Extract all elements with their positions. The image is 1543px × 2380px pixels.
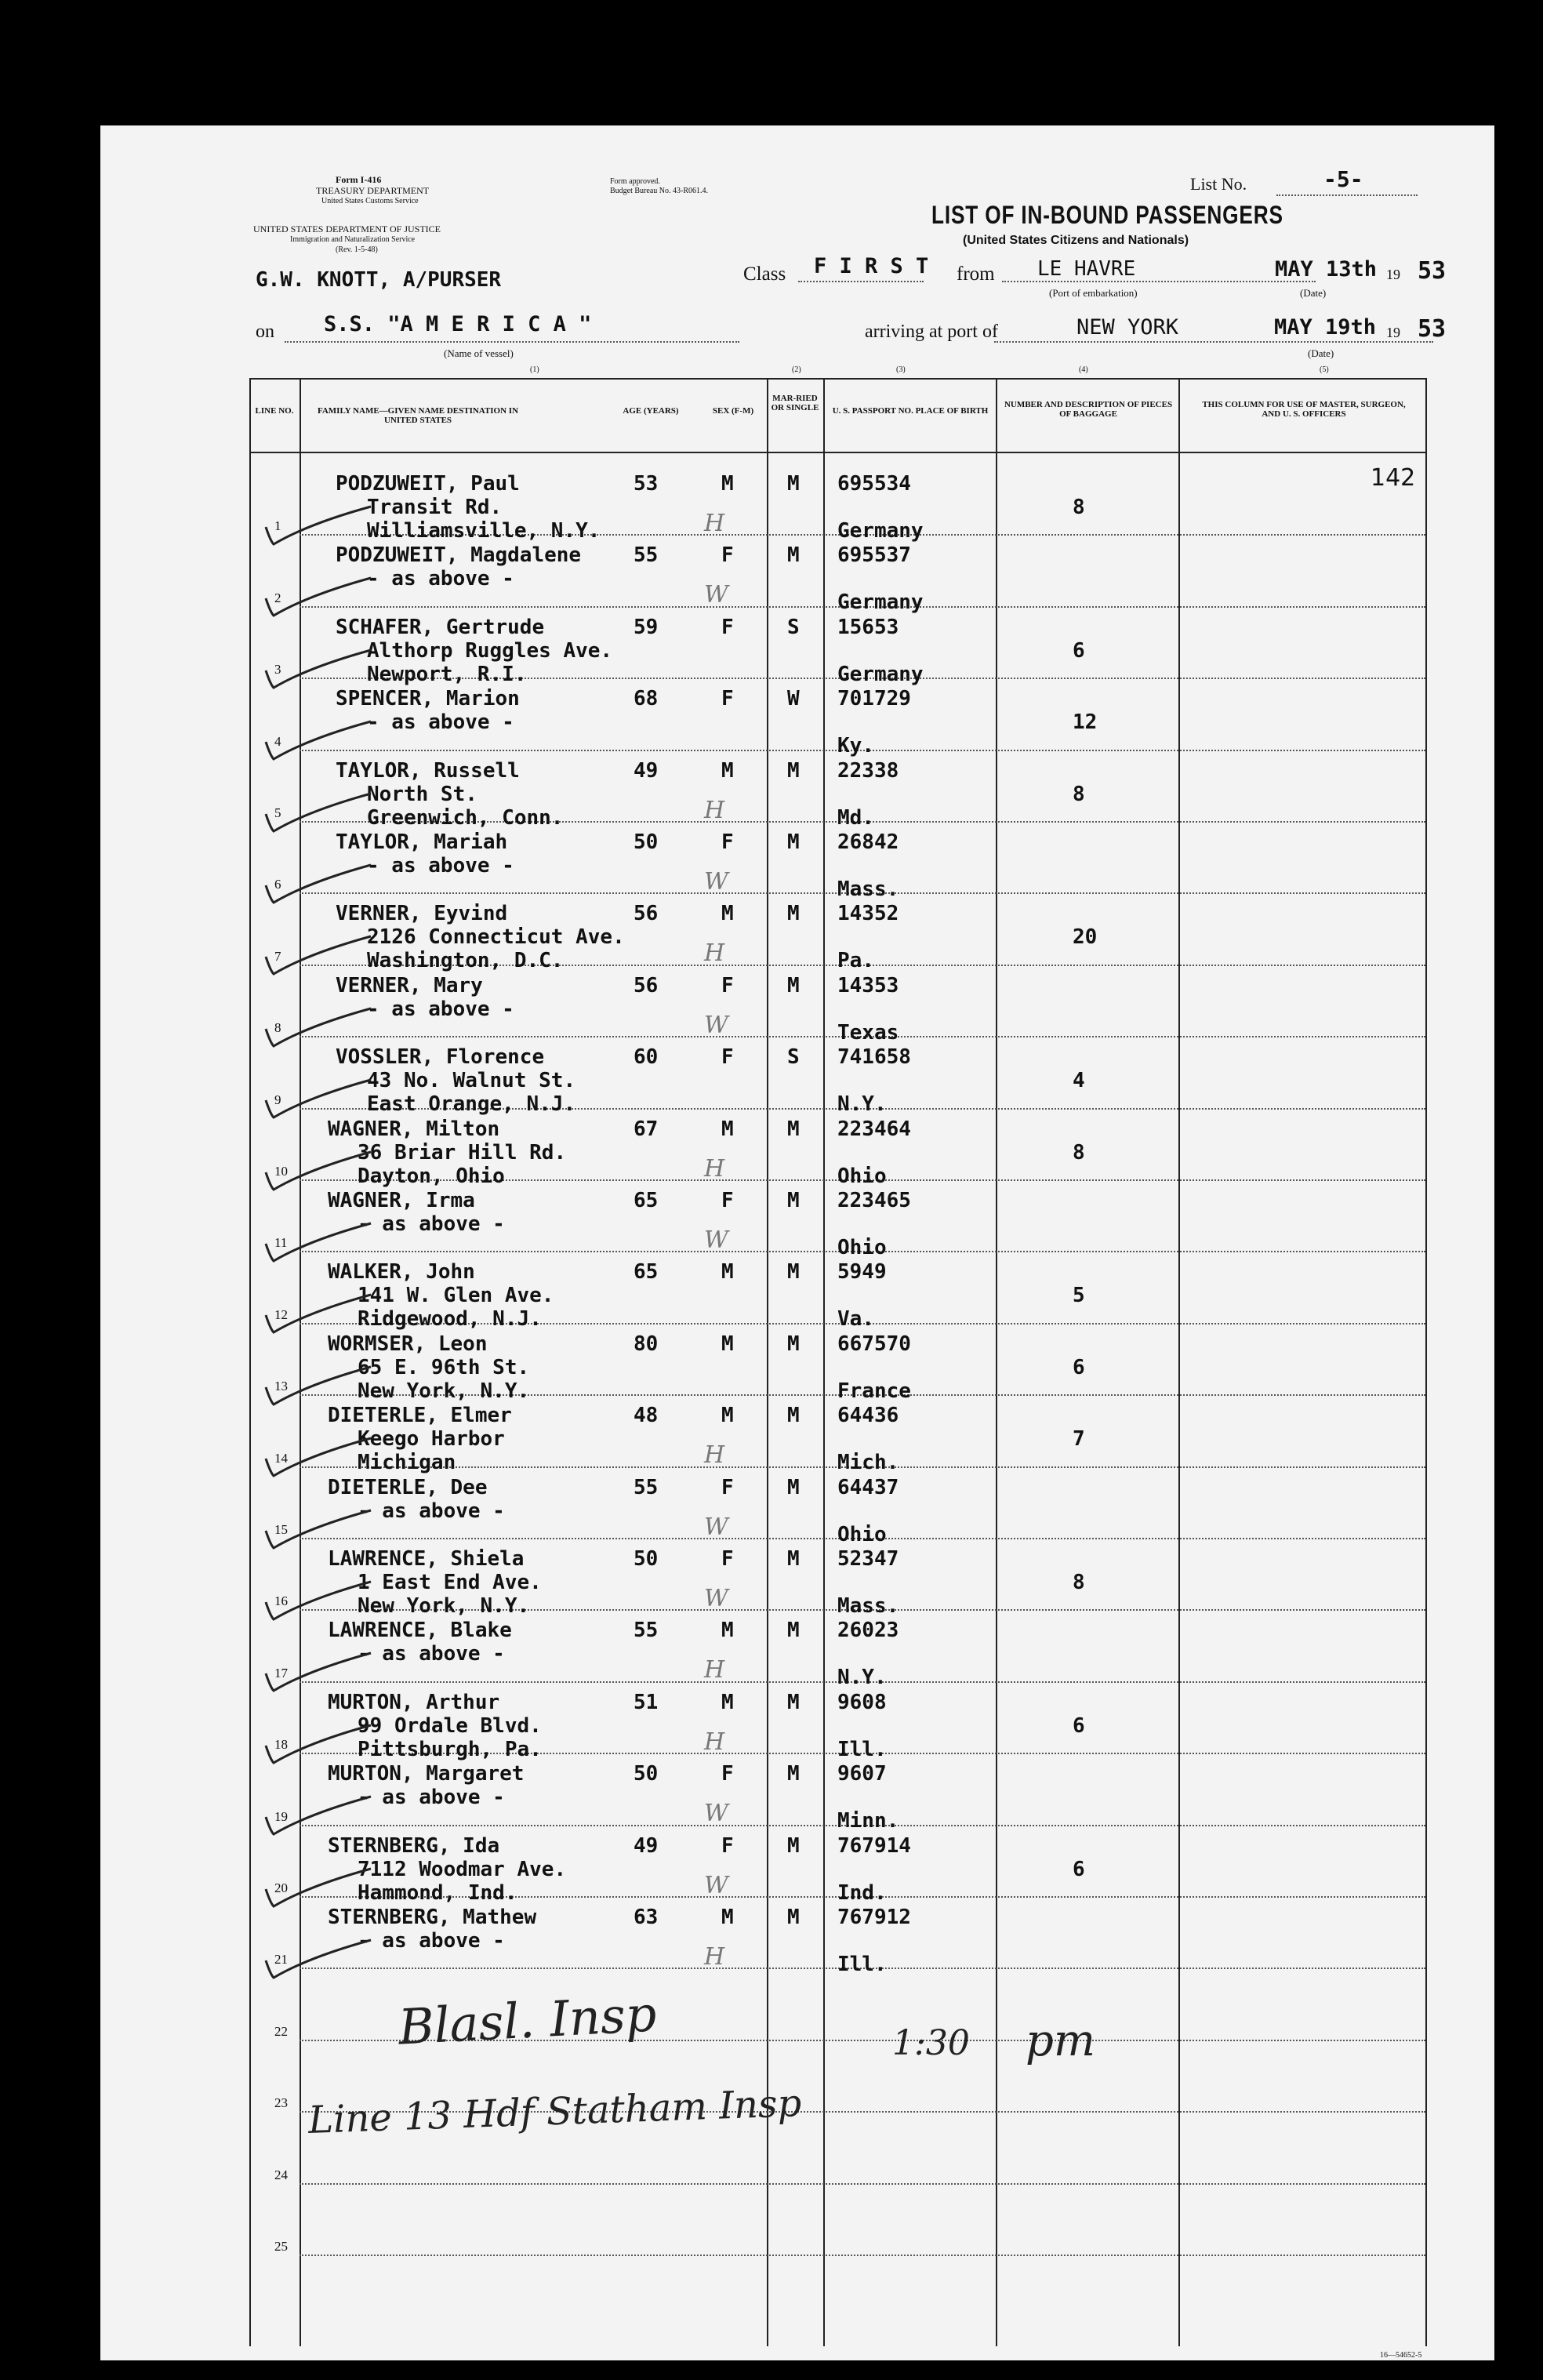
handwritten-mark: H bbox=[704, 1441, 725, 1470]
passport-number: 22338 bbox=[837, 758, 899, 783]
passenger-age: 65 bbox=[634, 1260, 659, 1284]
line-number: 13 bbox=[274, 1379, 288, 1394]
form-title: LIST OF IN-BOUND PASSENGERS bbox=[931, 201, 1283, 229]
inspection-pm: pm bbox=[1026, 2015, 1095, 2066]
port-arrival: NEW YORK bbox=[1076, 315, 1179, 340]
passenger-name: VERNER, Mary bbox=[336, 973, 483, 997]
passenger-address-1: North St. bbox=[367, 782, 477, 806]
handwritten-mark: W bbox=[704, 1871, 728, 1899]
line-number: 21 bbox=[274, 1952, 288, 1968]
header-married: MAR-RIED OR SINGLE bbox=[771, 394, 819, 412]
passenger-marital: M bbox=[787, 830, 800, 854]
passport-number: 223465 bbox=[837, 1189, 911, 1212]
passenger-address-2: New York, N.Y. bbox=[358, 1379, 530, 1403]
line-number: 3 bbox=[274, 662, 281, 678]
passenger-name: VERNER, Eyvind bbox=[336, 902, 508, 926]
passenger-age: 51 bbox=[634, 1690, 659, 1714]
baggage-pieces: 8 bbox=[1073, 1140, 1085, 1165]
birthplace: Ohio bbox=[837, 1522, 887, 1546]
passenger-sex: M bbox=[721, 472, 734, 496]
passenger-address-1: 7112 Woodmar Ave. bbox=[358, 1857, 567, 1881]
passenger-marital: M bbox=[787, 1690, 800, 1714]
passenger-marital: M bbox=[787, 472, 800, 496]
col-num-1: (1) bbox=[530, 365, 539, 374]
birthplace: France bbox=[837, 1379, 911, 1403]
birthplace: Md. bbox=[837, 805, 874, 830]
passport-number: 701729 bbox=[837, 687, 911, 711]
arrival-date: MAY 19th bbox=[1274, 315, 1377, 340]
birthplace: Ohio bbox=[837, 1164, 887, 1188]
passenger-sex: M bbox=[721, 902, 734, 926]
line-number: 1 bbox=[274, 518, 281, 534]
passenger-marital: M bbox=[787, 1475, 800, 1499]
passenger-marital: M bbox=[787, 1404, 800, 1428]
birthplace: Minn. bbox=[837, 1809, 899, 1833]
form-subtitle: (United States Citizens and Nationals) bbox=[963, 234, 1189, 247]
passenger-name: WAGNER, Milton bbox=[328, 1117, 500, 1141]
passenger-name: STERNBERG, Mathew bbox=[328, 1906, 537, 1929]
passenger-name: LAWRENCE, Blake bbox=[328, 1619, 512, 1643]
passenger-age: 65 bbox=[634, 1189, 659, 1212]
passport-number: 14353 bbox=[837, 973, 899, 997]
passenger-address-2: Ridgewood, N.J. bbox=[358, 1307, 542, 1332]
passenger-marital: M bbox=[787, 1619, 800, 1643]
passenger-age: 67 bbox=[634, 1117, 659, 1141]
birthplace: Ky. bbox=[837, 734, 874, 758]
col-num-4: (4) bbox=[1079, 365, 1088, 374]
passenger-marital: M bbox=[787, 1189, 800, 1212]
row-separator bbox=[300, 2255, 1425, 2256]
line-number: 4 bbox=[274, 733, 281, 749]
header-officers: THIS COLUMN FOR USE OF MASTER, SURGEON, AND U. S. OFFICERS bbox=[1202, 400, 1406, 419]
passenger-marital: M bbox=[787, 1332, 800, 1356]
passenger-name: MURTON, Arthur bbox=[328, 1690, 500, 1714]
header-passport: U. S. PASSPORT NO. PLACE OF BIRTH bbox=[832, 406, 989, 416]
passport-number: 15653 bbox=[837, 615, 899, 639]
passenger-address-2: Greenwich, Conn. bbox=[367, 805, 564, 830]
baggage-pieces: 6 bbox=[1073, 1355, 1085, 1379]
passenger-sex: F bbox=[721, 687, 734, 711]
passenger-sex: F bbox=[721, 1833, 734, 1858]
passenger-marital: W bbox=[787, 687, 800, 711]
departure-year: 53 bbox=[1418, 257, 1447, 285]
passenger-address-1: 141 W. Glen Ave. bbox=[358, 1284, 554, 1308]
header-sex: SEX (F-M) bbox=[712, 406, 754, 416]
passenger-address-1: Keego Harbor bbox=[358, 1427, 505, 1452]
birthplace: Va. bbox=[837, 1307, 874, 1332]
print-code: 16—54652-5 bbox=[1380, 2351, 1422, 2360]
passenger-marital: M bbox=[787, 902, 800, 926]
baggage-pieces: 8 bbox=[1073, 782, 1085, 806]
line-number: 9 bbox=[274, 1092, 281, 1107]
passenger-name: SCHAFER, Gertrude bbox=[336, 615, 545, 639]
passenger-address-1: Althorp Ruggles Ave. bbox=[367, 638, 613, 663]
passport-number: 9608 bbox=[837, 1690, 887, 1714]
handwritten-mark: H bbox=[704, 510, 725, 537]
baggage-pieces: 7 bbox=[1073, 1427, 1085, 1452]
birthplace: N.Y. bbox=[837, 1666, 887, 1690]
row-separator bbox=[300, 2183, 1425, 2185]
line-number: 15 bbox=[274, 1522, 288, 1537]
port-embark-caption: (Port of embarkation) bbox=[1049, 287, 1138, 299]
passenger-age: 53 bbox=[634, 472, 659, 496]
handwritten-mark: W bbox=[704, 1226, 728, 1254]
baggage-pieces: 6 bbox=[1073, 1857, 1085, 1881]
passenger-sex: F bbox=[721, 1475, 734, 1499]
line-number: 14 bbox=[274, 1450, 288, 1466]
line-number: 23 bbox=[274, 2095, 288, 2111]
form-approved: Form approved. bbox=[610, 177, 660, 186]
passenger-address-1: 43 No. Walnut St. bbox=[367, 1069, 576, 1093]
passenger-age: 48 bbox=[634, 1404, 659, 1428]
passenger-marital: M bbox=[787, 1547, 800, 1571]
birthplace: Ill. bbox=[837, 1737, 887, 1761]
passenger-sex: M bbox=[721, 1619, 734, 1643]
handwritten-mark: W bbox=[704, 1585, 728, 1612]
line-number: 17 bbox=[274, 1665, 288, 1681]
inspection-time: 1:30 bbox=[892, 2023, 970, 2063]
handwritten-mark: W bbox=[704, 1011, 728, 1039]
baggage-pieces: 5 bbox=[1073, 1284, 1085, 1308]
passport-number: 695537 bbox=[837, 543, 911, 568]
passenger-age: 50 bbox=[634, 830, 659, 854]
passenger-address-1: - as above - bbox=[358, 1499, 505, 1523]
passenger-address-1: 99 Ordale Blvd. bbox=[358, 1713, 542, 1738]
passenger-marital: S bbox=[787, 1045, 800, 1070]
treasury-dept: TREASURY DEPARTMENT bbox=[316, 185, 430, 196]
handwritten-mark: W bbox=[704, 1513, 728, 1541]
on-label: on bbox=[256, 322, 274, 342]
inspector-signature: Blasl. Insp bbox=[397, 1985, 659, 2056]
birthplace: Germany bbox=[837, 590, 924, 615]
passenger-marital: M bbox=[787, 758, 800, 783]
baggage-pieces: 6 bbox=[1073, 1713, 1085, 1738]
handwritten-mark: W bbox=[704, 868, 728, 896]
passenger-name: PODZUWEIT, Magdalene bbox=[336, 543, 582, 568]
passenger-address-1: - as above - bbox=[367, 567, 514, 591]
header-line-no: LINE NO. bbox=[255, 406, 294, 416]
passenger-age: 56 bbox=[634, 973, 659, 997]
passenger-name: DIETERLE, Dee bbox=[328, 1475, 488, 1499]
passenger-address-1: - as above - bbox=[358, 1212, 505, 1236]
date-caption: (Date) bbox=[1300, 287, 1327, 299]
passport-number: 767912 bbox=[837, 1906, 911, 1929]
arrival-date-caption: (Date) bbox=[1308, 347, 1334, 359]
line-number: 25 bbox=[274, 2239, 288, 2254]
line-number: 12 bbox=[274, 1306, 288, 1322]
line-number: 7 bbox=[274, 948, 281, 964]
passenger-address-2: Newport, R.I. bbox=[367, 662, 527, 686]
passport-number: 695534 bbox=[837, 472, 911, 496]
passenger-address-2: Washington, D.C. bbox=[367, 949, 564, 973]
handwritten-mark: W bbox=[704, 581, 728, 609]
handwritten-mark: H bbox=[704, 1728, 725, 1756]
passenger-age: 49 bbox=[634, 1833, 659, 1858]
header-age: AGE (YEARS) bbox=[623, 406, 679, 416]
line-number: 24 bbox=[274, 2167, 288, 2182]
from-label: from bbox=[957, 263, 995, 285]
passenger-name: LAWRENCE, Shiela bbox=[328, 1547, 525, 1571]
passport-number: 14352 bbox=[837, 902, 899, 926]
justice-dept: UNITED STATES DEPARTMENT OF JUSTICE bbox=[253, 223, 441, 234]
birthplace: Mass. bbox=[837, 1594, 899, 1618]
passenger-address-1: 65 E. 96th St. bbox=[358, 1355, 530, 1379]
birthplace: Germany bbox=[837, 519, 924, 543]
passenger-address-1: - as above - bbox=[358, 1642, 505, 1666]
passenger-address-1: 2126 Connecticut Ave. bbox=[367, 925, 625, 950]
passenger-marital: M bbox=[787, 1762, 800, 1786]
handwritten-mark: H bbox=[704, 939, 725, 968]
passenger-age: 56 bbox=[634, 902, 659, 926]
passenger-sex: F bbox=[721, 973, 734, 997]
passenger-sex: M bbox=[721, 1260, 734, 1284]
passport-number: 64436 bbox=[837, 1404, 899, 1428]
passport-number: 9607 bbox=[837, 1762, 887, 1786]
passenger-age: 60 bbox=[634, 1045, 659, 1070]
form-number: Form I-416 bbox=[336, 174, 382, 185]
port-embarkation: LE HAVRE bbox=[1037, 257, 1136, 281]
baggage-pieces: 8 bbox=[1073, 1571, 1085, 1594]
second-signature: Line 13 Hdf Statham Insp bbox=[307, 2081, 803, 2142]
passenger-name: WALKER, John bbox=[328, 1260, 475, 1284]
passenger-address-2: Hammond, Ind. bbox=[358, 1880, 517, 1905]
line-number: 6 bbox=[274, 877, 281, 892]
line-number: 18 bbox=[274, 1737, 288, 1753]
line-number: 16 bbox=[274, 1593, 288, 1609]
passenger-sex: M bbox=[721, 1404, 734, 1428]
manifest-page bbox=[100, 125, 1494, 2360]
passport-number: 64437 bbox=[837, 1475, 899, 1499]
passenger-name: MURTON, Margaret bbox=[328, 1762, 525, 1786]
col-num-5: (5) bbox=[1320, 365, 1329, 374]
passenger-sex: M bbox=[721, 1906, 734, 1929]
passport-number: 223464 bbox=[837, 1117, 911, 1141]
passenger-sex: F bbox=[721, 1762, 734, 1786]
line-number: 10 bbox=[274, 1164, 288, 1179]
passenger-address-2: East Orange, N.J. bbox=[367, 1092, 576, 1117]
passenger-address-1: - as above - bbox=[358, 1786, 505, 1810]
passenger-age: 49 bbox=[634, 758, 659, 783]
handwritten-mark: H bbox=[704, 1656, 725, 1684]
passenger-sex: F bbox=[721, 615, 734, 639]
passenger-sex: M bbox=[721, 1332, 734, 1356]
passenger-sex: F bbox=[721, 543, 734, 568]
passenger-address-1: - as above - bbox=[367, 997, 514, 1021]
departure-date: MAY 13th bbox=[1275, 257, 1378, 282]
passenger-address-1: Transit Rd. bbox=[367, 496, 503, 519]
arriving-label: arriving at port of bbox=[865, 322, 998, 342]
passenger-sex: F bbox=[721, 1189, 734, 1212]
passenger-address-1: - as above - bbox=[367, 854, 514, 878]
passenger-age: 55 bbox=[634, 1619, 659, 1643]
passenger-name: DIETERLE, Elmer bbox=[328, 1404, 512, 1428]
passenger-marital: M bbox=[787, 543, 800, 568]
passenger-name: SPENCER, Marion bbox=[336, 687, 520, 711]
line-number: 20 bbox=[274, 1880, 288, 1895]
class-label: Class bbox=[743, 263, 786, 285]
check-mark-icon bbox=[261, 1937, 379, 1984]
col-num-2: (2) bbox=[792, 365, 801, 374]
arrival-year: 53 bbox=[1418, 315, 1447, 343]
passport-number: 741658 bbox=[837, 1045, 911, 1070]
passenger-marital: M bbox=[787, 973, 800, 997]
birthplace: Ill. bbox=[837, 1953, 887, 1976]
line-number: 19 bbox=[274, 1808, 288, 1824]
revision: (Rev. 1-5-48) bbox=[336, 245, 378, 254]
baggage-pieces: 6 bbox=[1073, 638, 1085, 663]
birthplace: N.Y. bbox=[837, 1092, 887, 1117]
passenger-marital: M bbox=[787, 1260, 800, 1284]
list-no: -5- bbox=[1323, 166, 1363, 192]
handwritten-mark: H bbox=[704, 1154, 725, 1183]
passenger-sex: F bbox=[721, 1547, 734, 1571]
passenger-name: WAGNER, Irma bbox=[328, 1189, 475, 1212]
passenger-age: 55 bbox=[634, 1475, 659, 1499]
birthplace: Ind. bbox=[837, 1880, 887, 1905]
passenger-age: 50 bbox=[634, 1547, 659, 1571]
passenger-address-1: - as above - bbox=[358, 1929, 505, 1953]
passport-number: 26023 bbox=[837, 1619, 899, 1643]
header-name: FAMILY NAME—GIVEN NAME DESTINATION IN UNITED STATES bbox=[317, 406, 519, 425]
passenger-name: STERNBERG, Ida bbox=[328, 1833, 500, 1858]
line-number: 22 bbox=[274, 2023, 288, 2039]
handwritten-mark: H bbox=[704, 796, 725, 824]
handwritten-mark: H bbox=[704, 1943, 725, 1971]
passenger-marital: M bbox=[787, 1833, 800, 1858]
line-number: 8 bbox=[274, 1020, 281, 1036]
vessel-name: S.S. "A M E R I C A " bbox=[324, 312, 592, 336]
passenger-sex: F bbox=[721, 1045, 734, 1070]
passenger-address-2: New York, N.Y. bbox=[358, 1594, 530, 1618]
passenger-address-1: - as above - bbox=[367, 710, 514, 735]
birthplace: Germany bbox=[837, 662, 924, 686]
birthplace: Ohio bbox=[837, 1236, 887, 1259]
year-prefix: 19 bbox=[1386, 267, 1400, 282]
baggage-pieces: 4 bbox=[1073, 1069, 1085, 1093]
passenger-address-2: Michigan bbox=[358, 1451, 456, 1475]
birthplace: Texas bbox=[837, 1020, 899, 1045]
passenger-sex: F bbox=[721, 830, 734, 854]
passenger-address-2: Pittsburgh, Pa. bbox=[358, 1737, 542, 1761]
handwritten-mark: W bbox=[704, 1800, 728, 1828]
line-number: 11 bbox=[274, 1235, 288, 1251]
passport-number: 667570 bbox=[837, 1332, 911, 1356]
baggage-pieces: 12 bbox=[1073, 710, 1098, 735]
passenger-address-1: 36 Briar Hill Rd. bbox=[358, 1140, 567, 1165]
arrival-year-prefix: 19 bbox=[1386, 325, 1400, 340]
passenger-sex: M bbox=[721, 1690, 734, 1714]
passenger-name: TAYLOR, Russell bbox=[336, 758, 520, 783]
officer-note: 142 bbox=[1371, 464, 1416, 492]
passenger-age: 80 bbox=[634, 1332, 659, 1356]
col-num-3: (3) bbox=[896, 365, 906, 374]
list-no-label: List No. bbox=[1190, 174, 1247, 194]
passenger-age: 55 bbox=[634, 543, 659, 568]
birthplace: Mass. bbox=[837, 878, 899, 901]
passenger-address-2: Williamsville, N.Y. bbox=[367, 519, 601, 543]
vessel-caption: (Name of vessel) bbox=[444, 347, 514, 359]
passenger-name: VOSSLER, Florence bbox=[336, 1045, 545, 1070]
class-value: F I R S T bbox=[814, 254, 929, 278]
passenger-age: 63 bbox=[634, 1906, 659, 1929]
passenger-marital: S bbox=[787, 615, 800, 639]
passport-number: 767914 bbox=[837, 1833, 911, 1858]
header-baggage: NUMBER AND DESCRIPTION OF PIECES OF BAGGAGE bbox=[1004, 400, 1173, 419]
passenger-marital: M bbox=[787, 1117, 800, 1141]
ins-service: Immigration and Naturalization Service bbox=[290, 235, 416, 244]
line-number: 2 bbox=[274, 590, 281, 605]
customs-service: United States Customs Service bbox=[321, 197, 419, 205]
passport-number: 5949 bbox=[837, 1260, 887, 1284]
passenger-name: PODZUWEIT, Paul bbox=[336, 472, 520, 496]
line-number: 5 bbox=[274, 805, 281, 820]
passport-number: 52347 bbox=[837, 1547, 899, 1571]
passenger-age: 50 bbox=[634, 1762, 659, 1786]
passenger-age: 59 bbox=[634, 615, 659, 639]
passenger-marital: M bbox=[787, 1906, 800, 1929]
budget-bureau: Budget Bureau No. 43-R061.4. bbox=[610, 187, 708, 195]
passport-number: 26842 bbox=[837, 830, 899, 854]
passenger-name: TAYLOR, Mariah bbox=[336, 830, 508, 854]
passenger-age: 68 bbox=[634, 687, 659, 711]
birthplace: Pa. bbox=[837, 949, 874, 973]
baggage-pieces: 20 bbox=[1073, 925, 1098, 950]
passenger-address-2: Dayton, Ohio bbox=[358, 1164, 505, 1188]
purser: G.W. KNOTT, A/PURSER bbox=[256, 268, 502, 292]
baggage-pieces: 8 bbox=[1073, 496, 1085, 519]
passenger-address-1: 1 East End Ave. bbox=[358, 1571, 542, 1594]
passenger-name: WORMSER, Leon bbox=[328, 1332, 488, 1356]
passenger-sex: M bbox=[721, 1117, 734, 1141]
birthplace: Mich. bbox=[837, 1451, 899, 1475]
passenger-sex: M bbox=[721, 758, 734, 783]
